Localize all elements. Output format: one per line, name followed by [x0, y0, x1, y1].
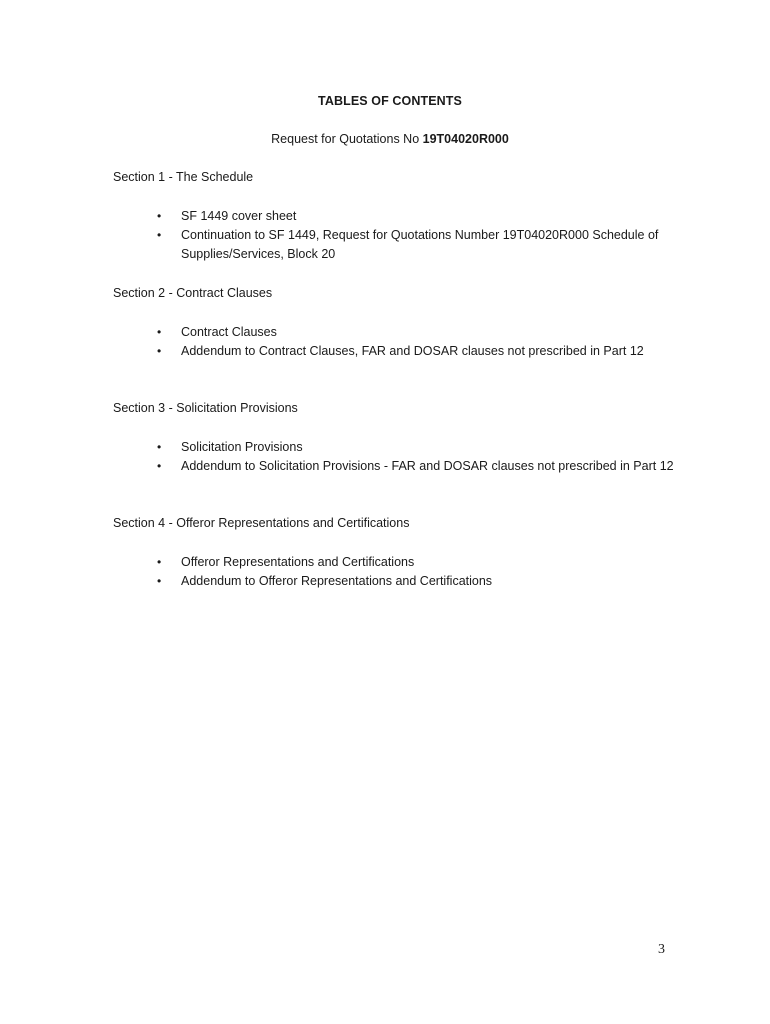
- bullet-icon: •: [157, 228, 162, 242]
- bullet-icon: •: [157, 209, 162, 223]
- section-3-list: [155, 438, 675, 476]
- list-item: [155, 553, 675, 572]
- list-item-text: Addendum to Contract Clauses, FAR and DOSAR clauses not prescribed in Part 12: [181, 344, 644, 358]
- list-item-text: Offeror Representations and Certifications: [181, 555, 415, 569]
- list-item: [155, 572, 675, 591]
- bullet-icon: •: [157, 555, 162, 569]
- list-item-text: Contract Clauses: [181, 325, 277, 339]
- list-item-text: Addendum to Offeror Representations and Certifications: [181, 574, 493, 588]
- section-1-list: [155, 207, 675, 264]
- list-item-text: Solicitation Provisions: [181, 440, 303, 454]
- section-4-list: [155, 553, 675, 591]
- bullet-icon: •: [157, 344, 162, 358]
- rfq-subtitle: [0, 132, 770, 146]
- list-item-text: Addendum to Solicitation Provisions - FAR and DOSAR clauses not prescribed in Part 12: [181, 459, 674, 473]
- rfq-subtitle-prefix: Request for Quotations No: [271, 132, 423, 146]
- list-item: [155, 323, 675, 342]
- list-item: [155, 342, 675, 361]
- bullet-icon: •: [157, 574, 162, 588]
- list-item: [155, 226, 675, 264]
- list-item: [155, 457, 675, 476]
- bullet-icon: •: [157, 325, 162, 339]
- list-item-text: SF 1449 cover sheet: [181, 209, 297, 223]
- section-2-list: [155, 323, 675, 361]
- list-item: [155, 438, 675, 457]
- list-item-text: Continuation to SF 1449, Request for Quotations Number 19T04020R000 Schedule of Supplies/Services, Block 20: [181, 228, 659, 261]
- bullet-icon: •: [157, 459, 162, 473]
- section-3-heading: Section 3 - Solicitation Provisions: [113, 401, 298, 415]
- page-title: TABLES OF CONTENTS: [318, 94, 462, 108]
- section-2-heading: Section 2 - Contract Clauses: [113, 286, 273, 300]
- section-1-heading: Section 1 - The Schedule: [113, 170, 254, 184]
- section-4-heading: Section 4 - Offeror Representations and Certifications: [113, 516, 410, 530]
- rfq-number: 19T04020R000: [422, 132, 509, 146]
- list-item: [155, 207, 675, 226]
- page-number: 3: [658, 942, 665, 957]
- bullet-icon: •: [157, 440, 162, 454]
